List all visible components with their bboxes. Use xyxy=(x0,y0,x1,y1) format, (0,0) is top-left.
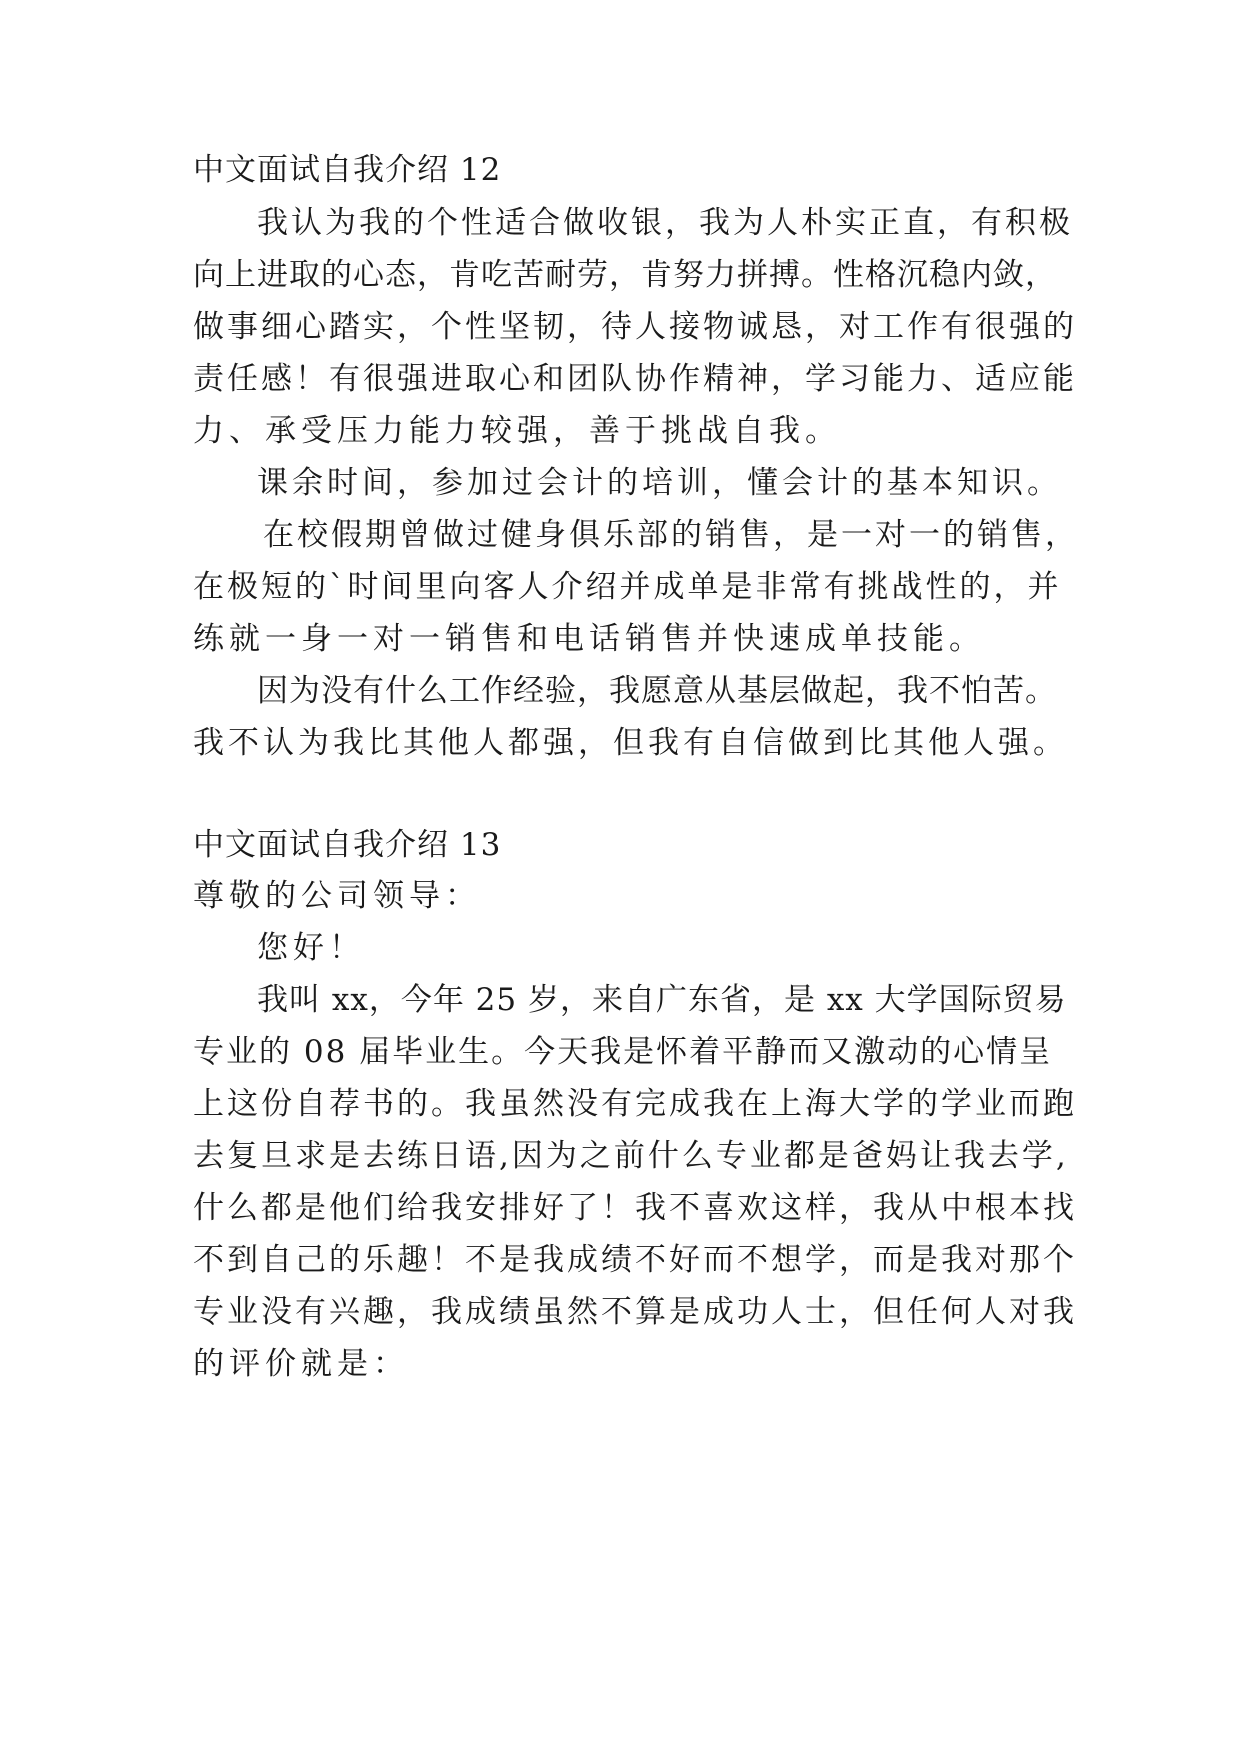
section-12-title: 中文面试自我介绍 12 xyxy=(193,152,502,188)
paragraph-line: 不到自己的乐趣！不是我成绩不好而不想学，而是我对那个 xyxy=(193,1242,1077,1278)
paragraph-line: 课余时间，参加过会计的培训，懂会计的基本知识。 xyxy=(257,465,1062,501)
paragraph-line: 的评价就是： xyxy=(193,1346,409,1382)
paragraph-line: 专业没有兴趣，我成绩虽然不算是成功人士，但任何人对我 xyxy=(193,1294,1077,1330)
paragraph-line: 在校假期曾做过健身俱乐部的销售，是一对一的销售， xyxy=(263,517,1079,553)
paragraph-line: 我不认为我比其他人都强，但我有自信做到比其他人强。 xyxy=(193,725,1068,761)
paragraph-line: 做事细心踏实，个性坚韧，待人接物诚恳，对工作有很强的 xyxy=(193,309,1077,345)
paragraph-line: 我叫 xx，今年 25 岁，来自广东省，是 xx 大学国际贸易 xyxy=(257,982,1067,1018)
paragraph-line: 专业的 08 届毕业生。今天我是怀着平静而又激动的心情呈 xyxy=(193,1034,1053,1070)
paragraph-line: 我认为我的个性适合做收银，我为人朴实正直，有积极 xyxy=(257,205,1073,241)
paragraph-line: 在极短的`时间里向客人介绍并成单是非常有挑战性的，并 xyxy=(193,569,1062,605)
greeting-line: 您好！ xyxy=(257,930,365,966)
paragraph-line: 向上进取的心态，肯吃苦耐劳，肯努力拼搏。性格沉稳内敛， xyxy=(193,257,1057,293)
paragraph-line: 力、承受压力能力较强，善于挑战自我。 xyxy=(193,413,841,449)
salutation-line: 尊敬的公司领导： xyxy=(193,878,481,914)
paragraph-line: 去复旦求是去练日语,因为之前什么专业都是爸妈让我去学, xyxy=(193,1138,1069,1174)
paragraph-line: 上这份自荐书的。我虽然没有完成我在上海大学的学业而跑 xyxy=(193,1086,1077,1122)
section-13-title: 中文面试自我介绍 13 xyxy=(193,827,502,863)
paragraph-line: 什么都是他们给我安排好了！我不喜欢这样，我从中根本找 xyxy=(193,1190,1077,1226)
paragraph-line: 练就一身一对一销售和电话销售并快速成单技能。 xyxy=(193,621,985,657)
paragraph-line: 因为没有什么工作经验，我愿意从基层做起，我不怕苦。 xyxy=(257,673,1057,709)
paragraph-line: 责任感！有很强进取心和团队协作精神，学习能力、适应能 xyxy=(193,361,1077,397)
